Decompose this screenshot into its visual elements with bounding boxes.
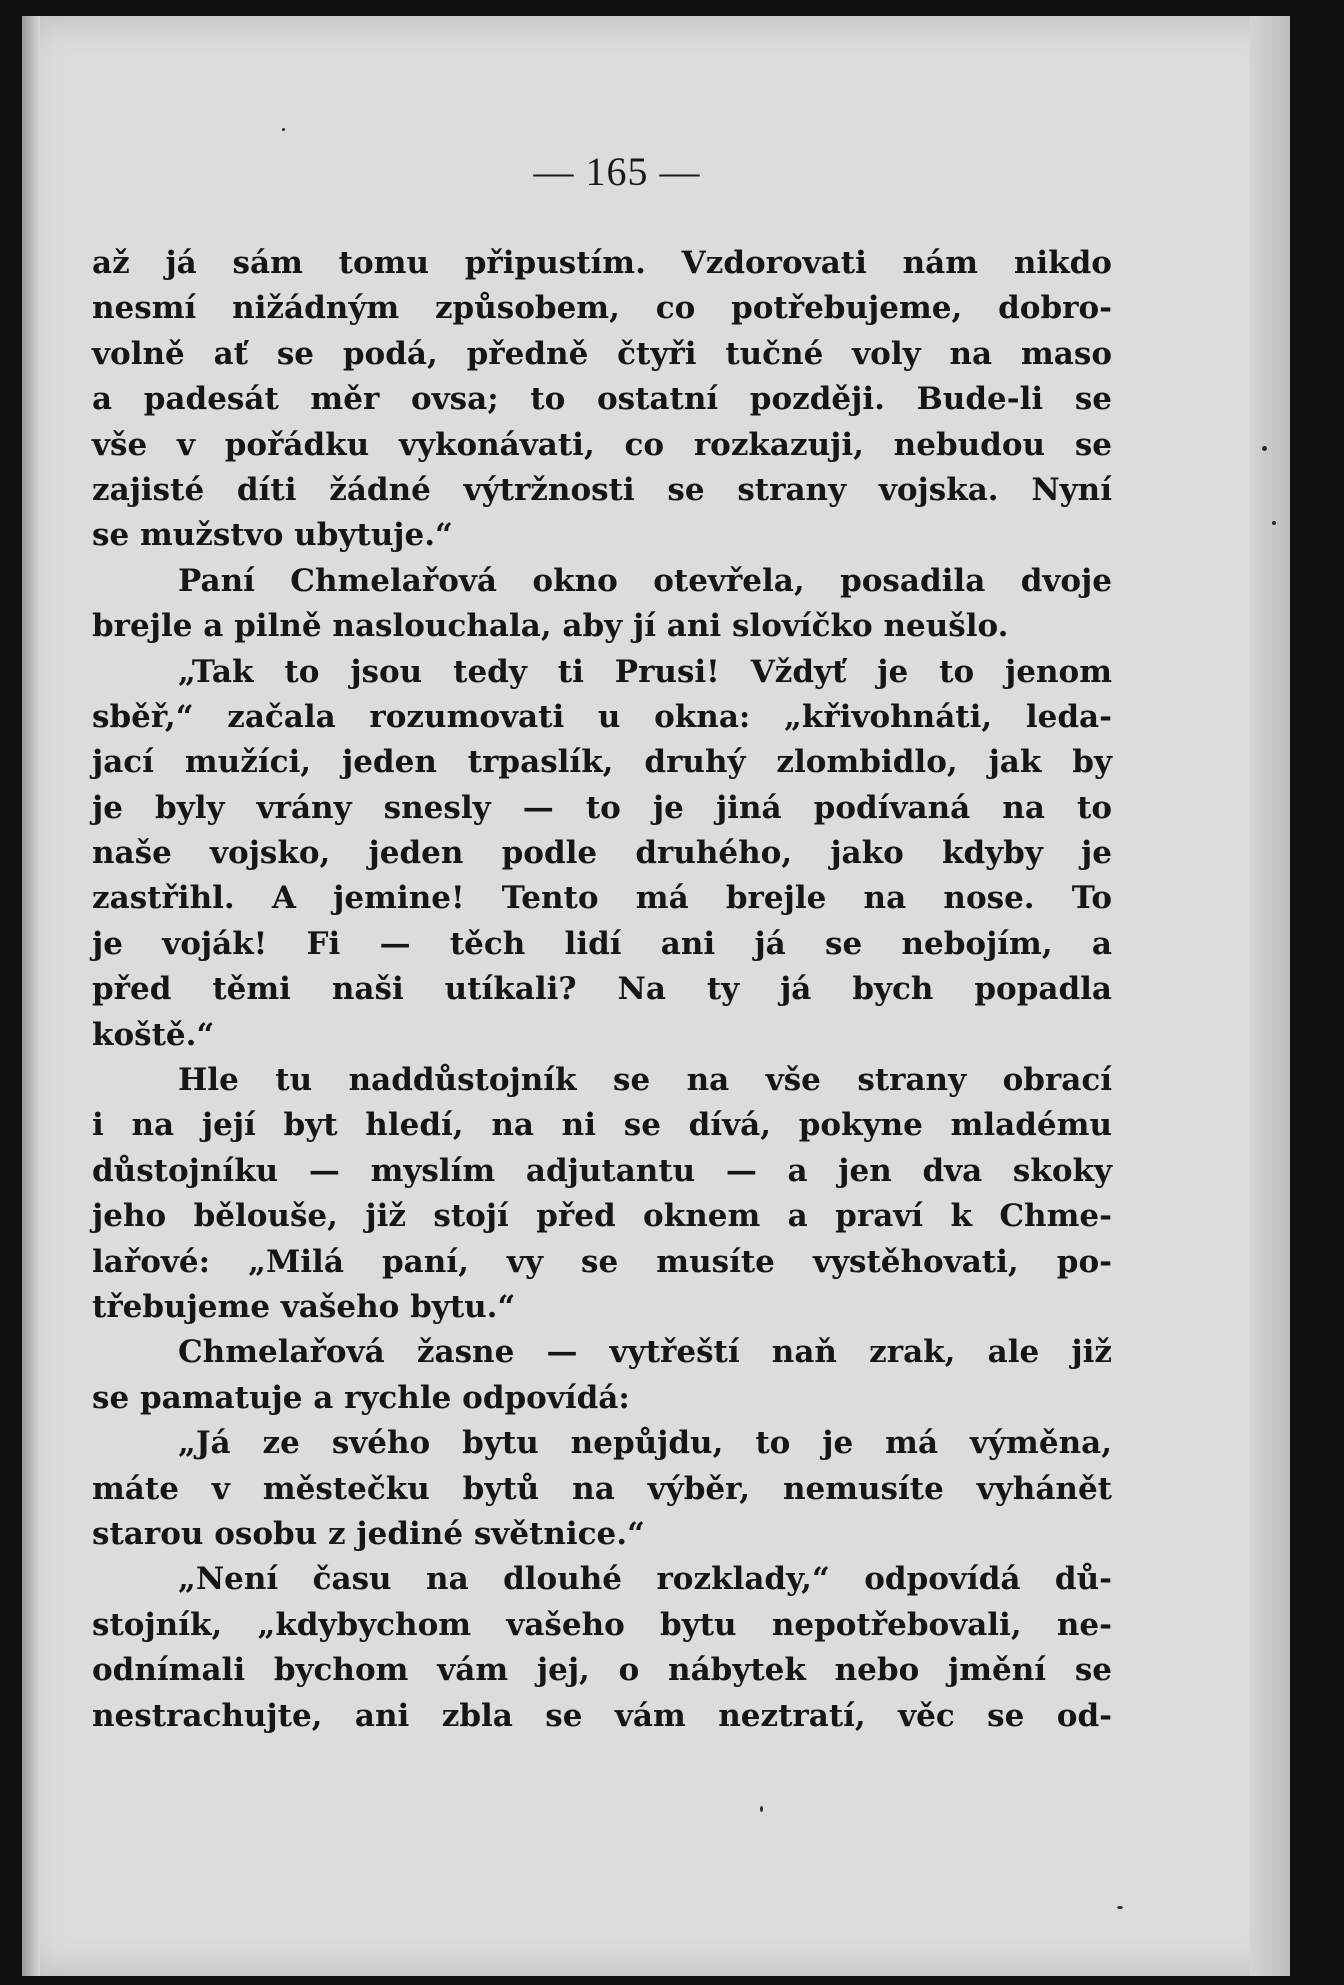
- text-line: stojník, „kdybychom vašeho bytu nepotřebovali, ne-: [92, 1606, 1112, 1643]
- text-line: nestrachujte, ani zbla se vám neztratí, věc se od-: [92, 1697, 1112, 1734]
- text-line: naše vojsko, jeden podle druhého, jako kdyby je: [92, 835, 1112, 872]
- text-line: Chmelařová žasne — vytřeští naň zrak, ale již: [178, 1334, 1112, 1371]
- text-line: „Není času na dlouhé rozklady,“ odpovídá dů-: [178, 1561, 1112, 1598]
- text-line: starou osobu z jediné světnice.“: [92, 1515, 645, 1552]
- text-line: vše v pořádku vykonávati, co rozkazuji, nebudou se: [92, 426, 1112, 463]
- text-line: až já sám tomu připustím. Vzdorovati nám nikdo: [92, 245, 1112, 281]
- text-line: lařové: „Milá paní, vy se musíte vystěhovati, po-: [92, 1243, 1112, 1280]
- text-line: se mužstvo ubytuje.“: [92, 517, 453, 554]
- text-line: a padesát měr ovsa; to ostatní později. Bude-li se: [92, 381, 1112, 418]
- text-line: zajisté díti žádné výtržnosti se strany vojska. Nyní: [92, 471, 1112, 508]
- text-line: sběř,“ začala rozumovati u okna: „křivohnáti, leda-: [92, 698, 1112, 735]
- body-text: [92, 241, 1112, 1739]
- scan-speck: [1262, 446, 1267, 451]
- text-line: i na její byt hledí, na ni se dívá, pokyne mladému: [92, 1107, 1112, 1144]
- text-line: nesmí nižádným způsobem, co potřebujeme, dobro-: [92, 290, 1112, 327]
- text-line: odnímali bychom vám jej, o nábytek nebo jmění se: [92, 1652, 1112, 1689]
- text-line: Paní Chmelařová okno otevřela, posadila dvoje: [178, 562, 1112, 599]
- scan-speck: [282, 128, 285, 131]
- text-line: je voják! Fi — těch lidí ani já se nebojím, a: [92, 925, 1112, 962]
- text-line: „Já ze svého bytu nepůjdu, to je má výměna,: [178, 1425, 1112, 1462]
- text-line: důstojníku — myslím adjutantu — a jen dva skoky: [92, 1152, 1112, 1189]
- text-line: se pamatuje a rychle odpovídá:: [92, 1379, 630, 1416]
- text-line: volně ať se podá, předně čtyři tučné voly na maso: [92, 335, 1112, 372]
- text-line: máte v městečku bytů na výběr, nemusíte vyhánět: [92, 1470, 1112, 1507]
- text-line: jací mužíci, jeden trpaslík, druhý zlombidlo, jak by: [92, 744, 1112, 781]
- text-line: jeho bělouše, již stojí před oknem a praví k Chme-: [92, 1198, 1112, 1235]
- text-line: Hle tu naddůstojník se na vše strany obrací: [178, 1062, 1112, 1099]
- scan-speck: [1272, 521, 1276, 525]
- page-number: — 165 —: [533, 149, 701, 194]
- text-line: třebujeme vašeho bytu.“: [92, 1288, 516, 1325]
- text-line: před těmi naši utíkali? Na ty já bych popadla: [92, 971, 1112, 1008]
- text-line: je byly vrány snesly — to je jiná podívaná na to: [92, 789, 1112, 826]
- scan-speck: [760, 1806, 763, 1812]
- book-page: [22, 16, 1290, 1976]
- text-line: zastřihl. A jemine! Tento má brejle na nose. To: [92, 880, 1112, 917]
- page-gutter-shadow: [22, 16, 40, 1976]
- text-line: koště.“: [92, 1016, 215, 1053]
- scan-speck: [1117, 1906, 1123, 1909]
- page-edge-shadow: [1250, 16, 1290, 1976]
- text-line: brejle a pilně naslouchala, aby jí ani slovíčko neušlo.: [92, 608, 1009, 645]
- text-line: „Tak to jsou tedy ti Prusi! Vždyť je to jenom: [178, 653, 1112, 690]
